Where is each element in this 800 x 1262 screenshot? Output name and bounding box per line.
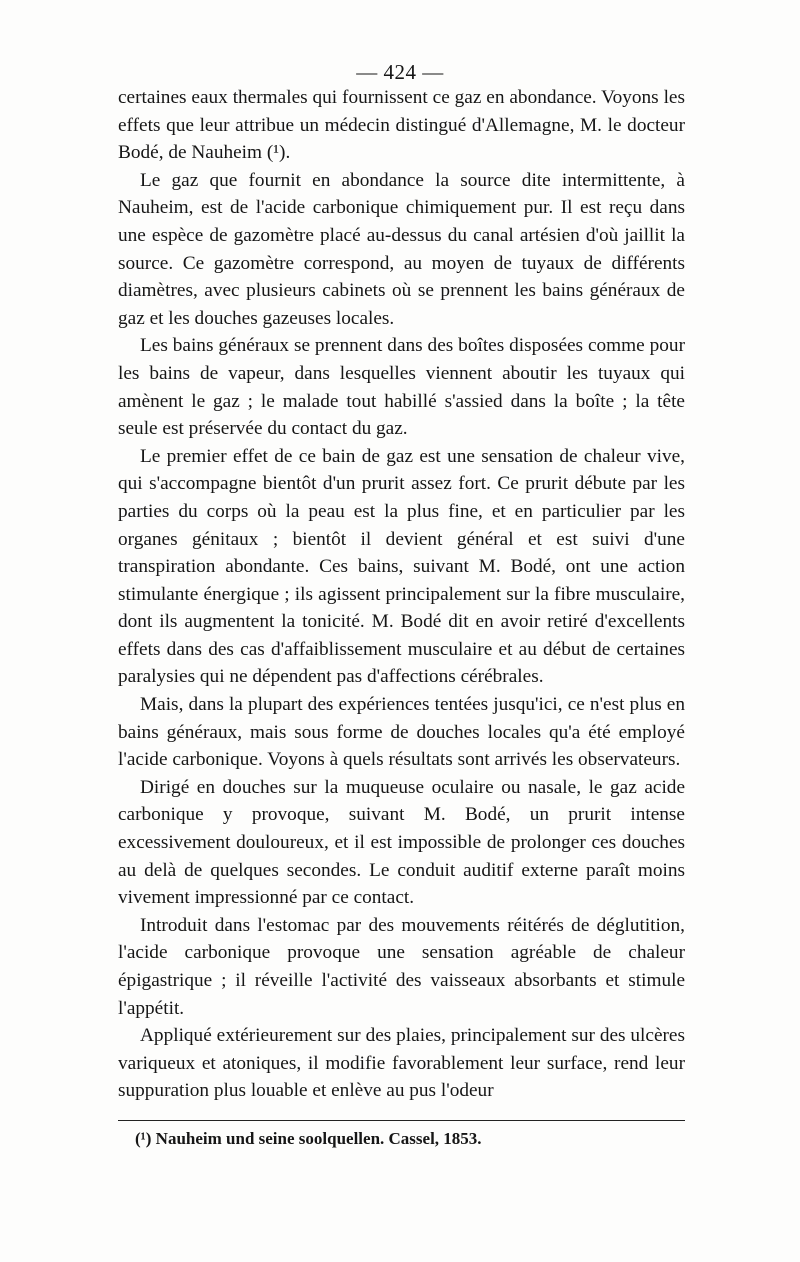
footnote-divider (118, 1120, 685, 1121)
paragraph: certaines eaux thermales qui fournissent ce gaz en abondance. Voyons les effets que leur attribue un médecin distingué d'Allemagne, M. le docteur Bodé, de Nauheim (¹). (118, 87, 685, 164)
body-text (118, 84, 685, 1105)
paragraph: Le gaz que fournit en abondance la source dite intermittente, à Nauheim, est de l'acide carbonique chimiquement pur. Il est reçu dans une espèce de gazomètre placé au-dessus du canal artésien d'où jaillit la source. Ce gazomètre correspond, au moyen de tuyaux de différents diamètres, avec plusieurs cabinets où se prennent les bains généraux de gaz et les douches gazeuses locales. (118, 169, 685, 329)
paragraph: Appliqué extérieurement sur des plaies, principalement sur des ulcères variqueux et atoniques, il modifie favorablement leur surface, rend leur suppuration plus louable et enlève au pus l'odeur (118, 1025, 685, 1102)
page-number: — 424 — (356, 60, 444, 84)
paragraph: Introduit dans l'estomac par des mouvements réitérés de déglutition, l'acide carbonique provoque une sensation agréable de chaleur épigastrique ; il réveille l'activité des vaisseaux absorbants et stimule l'appétit. (118, 914, 685, 1019)
paragraph: Mais, dans la plupart des expériences tentées jusqu'ici, ce n'est plus en bains généraux, mais sous forme de douches locales qu'a été employé l'acide carbonique. Voyons à quels résultats sont arrivés les observateurs. (118, 694, 685, 771)
paragraph: Dirigé en douches sur la muqueuse oculaire ou nasale, le gaz acide carbonique y provoque, suivant M. Bodé, un prurit intense excessivement douloureux, et il est impossible de prolonger ces douches au delà de quelques secondes. Le conduit auditif externe paraît moins vivement impressionné par ce contact. (118, 776, 685, 909)
paragraph: Le premier effet de ce bain de gaz est une sensation de chaleur vive, qui s'accompagne bientôt d'un prurit assez fort. Ce prurit débute par les parties du corps où la peau est la plus fine, et en particulier par les organes génitaux ; bientôt il devient général et est suivi d'une transpiration abondante. Ces bains, suivant M. Bodé, ont une action stimulante énergique ; ils agissent principalement sur la fibre musculaire, dont ils augmentent la tonicité. M. Bodé dit en avoir retiré d'excellents effets dans des cas d'affaiblissement musculaire et au début de certaines paralysies qui ne dépendent pas d'affections cérébrales. (118, 445, 685, 688)
paragraph: Les bains généraux se prennent dans des boîtes disposées comme pour les bains de vapeur, dans lesquelles viennent aboutir les tuyaux qui amènent le gaz ; le malade tout habillé s'assied dans la boîte ; la tête seule est préservée du contact du gaz. (118, 335, 685, 440)
footnote: (¹) Nauheim und seine soolquellen. Cassel, 1853. (135, 1129, 482, 1148)
